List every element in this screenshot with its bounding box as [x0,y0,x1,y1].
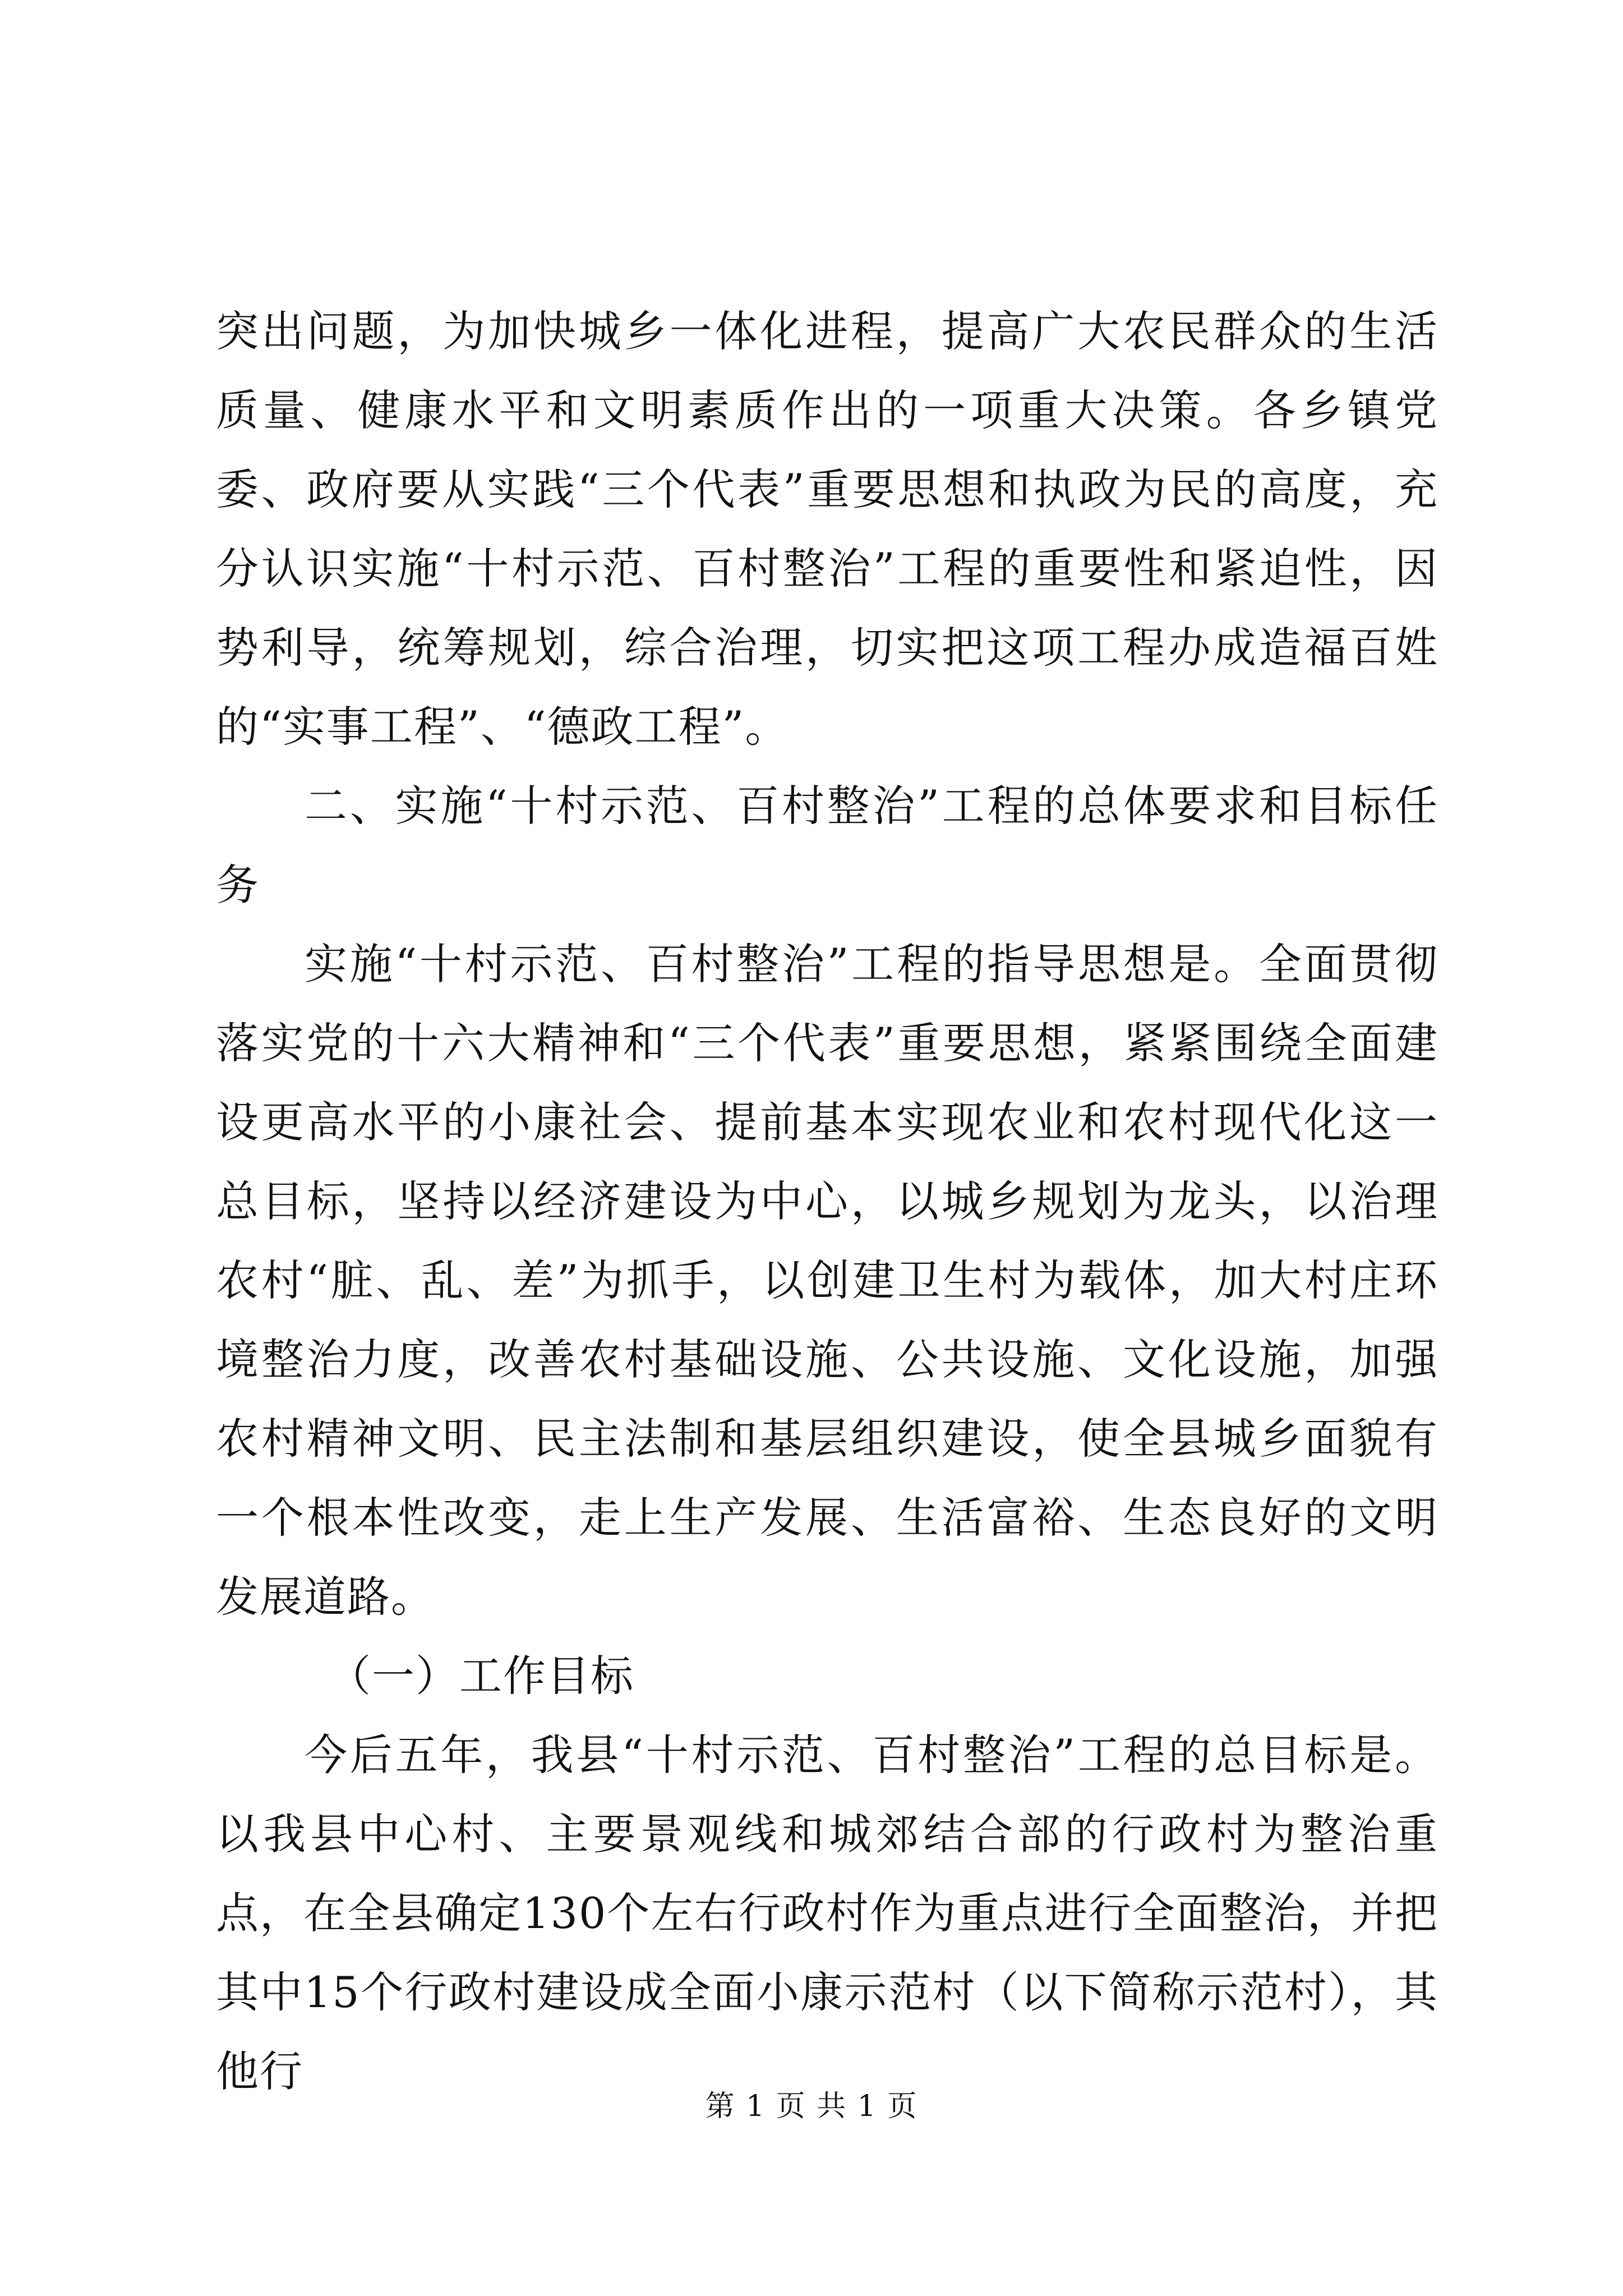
section-heading: 二、实施“十村示范、百村整治”工程的总体要求和目标任务 [216,781,1438,910]
paragraph-continued: 突出问题，为加快城乡一体化进程，提高广大农民群众的生活质量、健康水平和文明素质作出的一项重大决策。各乡镇党委、政府要从实践“三个代表”重要思想和执政为民的高度，充分认识实施“十村示范、百村整治”工程的重要性和紧迫性，因势利导，统筹规划，综合治理，切实把这项工程办成造福百姓的“实事工程”、“德政工程”。 [216,306,1438,752]
paragraph-work-goals: 今后五年，我县“十村示范、百村整治”工程的总目标是。以我县中心村、主要景观线和城郊结合部的行政村为整治重点，在全县确定130个左右行政村作为重点进行全面整治，并把其中15个行政村建设成全面小康示范村（以下简称示范村），其他行 [216,1730,1438,2096]
subsection-heading: （一）工作目标 [328,1651,634,1701]
page-footer: 第 1 页 共 1 页 [705,2090,918,2123]
document-body [216,292,1438,2111]
paragraph-guiding-ideology: 实施“十村示范、百村整治”工程的指导思想是。全面贯彻落实党的十六大精神和“三个代表”重要思想，紧紧围绕全面建设更高水平的小康社会、提前基本实现农业和农村现代化这一总目标，坚持以经济建设为中心，以城乡规划为龙头，以治理农村“脏、乱、差”为抓手，以创建卫生村为载体，加大村庄环境整治力度，改善农村基础设施、公共设施、文化设施，加强农村精神文明、民主法制和基层组织建设，使全县城乡面貌有一个根本性改变，走上生产发展、生活富裕、生态良好的文明发展道路。 [216,939,1438,1622]
